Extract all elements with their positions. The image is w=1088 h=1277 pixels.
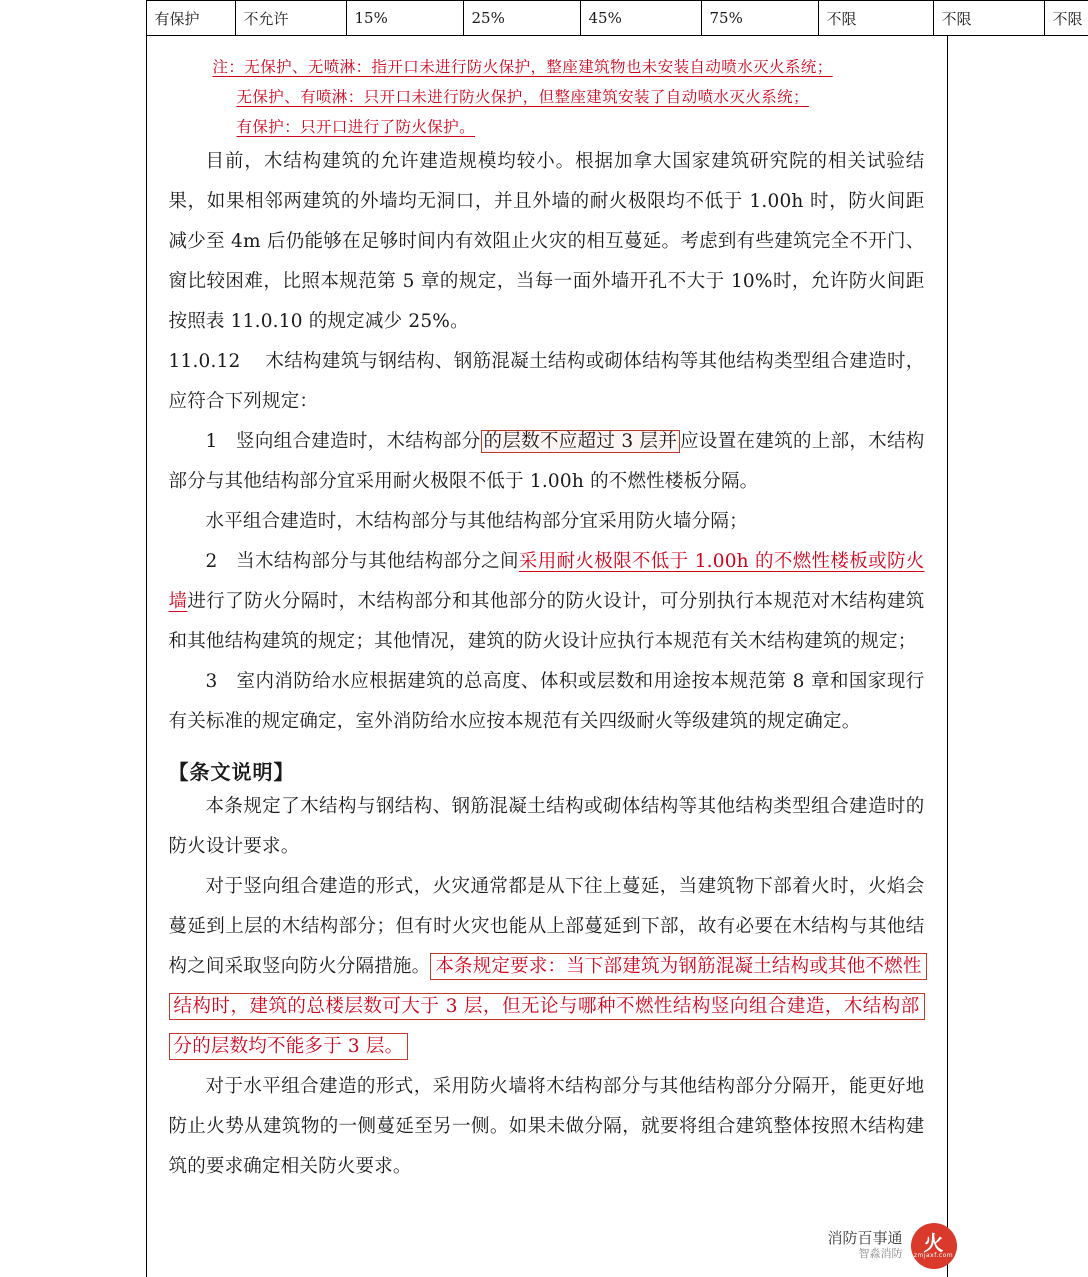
note-line-1: 注：无保护、无喷淋：指开口未进行防火保护，整座建筑物也未安装自动喷水灭火系统； bbox=[212, 58, 833, 76]
item-1-number: 1 bbox=[205, 431, 218, 452]
table-cell-5: 75% bbox=[701, 1, 818, 36]
badge-glyph: 火 bbox=[923, 1230, 944, 1255]
table-row bbox=[146, 1, 1088, 36]
item-2-number: 2 bbox=[205, 551, 218, 572]
item-1-highlight: 的层数不应超过 3 层并 bbox=[481, 430, 681, 453]
explanation-paragraph-3: 对于水平组合建造的形式，采用防火墙将木结构部分与其他结构部分分隔开，能更好地防止火势从建筑物的一侧蔓延至另一侧。如果未做分隔，就要将组合建筑整体按照木结构建筑的要求确定相关防火要求。 bbox=[168, 1076, 925, 1177]
clause-lead-text: 木结构建筑与钢结构、钢筋混凝土结构或砌体结构等其他结构类型组合建造时，应符合下列规定： bbox=[168, 351, 925, 412]
clause-number: 11.0.12 bbox=[168, 351, 241, 372]
data-table bbox=[146, 0, 1083, 36]
clause-item-2 bbox=[169, 542, 925, 662]
clause-item-1 bbox=[169, 422, 925, 502]
watermark-text-stack bbox=[827, 1230, 902, 1262]
clause-item-1-continued: 水平组合建造时，木结构部分与其他结构部分宜采用防火墙分隔； bbox=[205, 511, 748, 532]
paragraph-current-scale: 目前，木结构建筑的允许建造规模均较小。根据加拿大国家建筑研究院的相关试验结果，如果相邻两建筑的外墙均无洞口，并且外墙的耐火极限均不低于 1.00h 时，防火间距减少至 4m 后仍能够在足够时间内有效阻止火灾的相互蔓延。考虑到有些建筑完全不开门、窗比较困难，比照本规范第 5 章的规定，当每一面外墙开孔不大于 10%时，允许防火间距按照表 11.0.10 的规定减少 25%。 bbox=[168, 151, 925, 332]
table-cell-6: 不限 bbox=[818, 1, 933, 36]
section-heading-explanation: 【条文说明】 bbox=[168, 760, 295, 784]
table-cell-3: 25% bbox=[463, 1, 580, 36]
watermark bbox=[827, 1223, 956, 1269]
table-cell-7: 不限 bbox=[933, 1, 1044, 36]
table-cell-protection: 有保护 bbox=[146, 1, 235, 36]
item-1-text-a: 竖向组合建造时，木结构部分 bbox=[236, 431, 481, 452]
note-line-3: 有保护：只开口进行了防火保护。 bbox=[236, 118, 476, 136]
item-1-text-b: 应设置在建筑的上部，木结构部分与其他结构部分宜采用耐火极限不低于 1.00h 的不燃性楼板分隔。 bbox=[168, 431, 925, 492]
explanation-paragraph-1: 本条规定了木结构与钢结构、钢筋混凝土结构或砌体结构等其他结构类型组合建造时的防火设计要求。 bbox=[168, 796, 925, 857]
item-2-highlight: 采用耐火极限不低于 1.00h 的不燃性楼板或防火墙 bbox=[168, 551, 925, 612]
table-cell-2: 15% bbox=[346, 1, 463, 36]
explanation-2-text: 对于竖向组合建造的形式，火灾通常都是从下往上蔓延，当建筑物下部着火时，火焰会蔓延到上层的木结构部分；但有时火灾也能从上部蔓延到下部，故有必要在木结构与其他结构之间采取竖向防火分隔措施。 bbox=[168, 876, 925, 977]
document-page bbox=[102, 0, 1083, 1277]
flame-badge-icon bbox=[911, 1223, 957, 1269]
table-cell-1: 不允许 bbox=[235, 1, 346, 36]
item-2-text-a: 当木结构部分与其他结构部分之间 bbox=[236, 551, 519, 572]
watermark-brand: 智淼消防 bbox=[858, 1247, 903, 1260]
table-cell-4: 45% bbox=[580, 1, 701, 36]
clause-item-3 bbox=[169, 662, 925, 742]
table-note bbox=[213, 52, 925, 142]
clause-11-0-12 bbox=[169, 342, 925, 422]
item-3-number: 3 bbox=[205, 671, 218, 692]
watermark-title: 消防百事通 bbox=[827, 1229, 903, 1247]
item-2-text-b: 进行了防火分隔时，木结构部分和其他部分的防火设计，可分别执行本规范对木结构建筑和其他结构建筑的规定；其他情况，建筑的防火设计应执行本规范有关木结构建筑的规定； bbox=[168, 591, 925, 652]
explanation-paragraph-2 bbox=[169, 867, 925, 1067]
page-text-frame bbox=[146, 36, 948, 1277]
item-3-text: 室内消防给水应根据建筑的总高度、体积或层数和用途按本规范第 8 章和国家现行有关标准的规定确定，室外消防给水应按本规范有关四级耐火等级建筑的规定确定。 bbox=[168, 671, 925, 732]
note-line-2: 无保护、有喷淋：只开口未进行防火保护，但整座建筑安装了自动喷水灭火系统； bbox=[236, 88, 809, 106]
explanation-2-highlight-box: 本条规定要求：当下部建筑为钢筋混凝土结构或其他不燃性结构时，建筑的总楼层数可大于 3 层，但无论与哪种不燃性结构竖向组合建造，木结构部分的层数均不能多于 3 层。 bbox=[169, 953, 927, 1060]
page-content bbox=[147, 36, 947, 1187]
badge-subtext: zmjaxf.com bbox=[913, 1251, 954, 1259]
table-cell-8: 不限 bbox=[1044, 1, 1088, 36]
